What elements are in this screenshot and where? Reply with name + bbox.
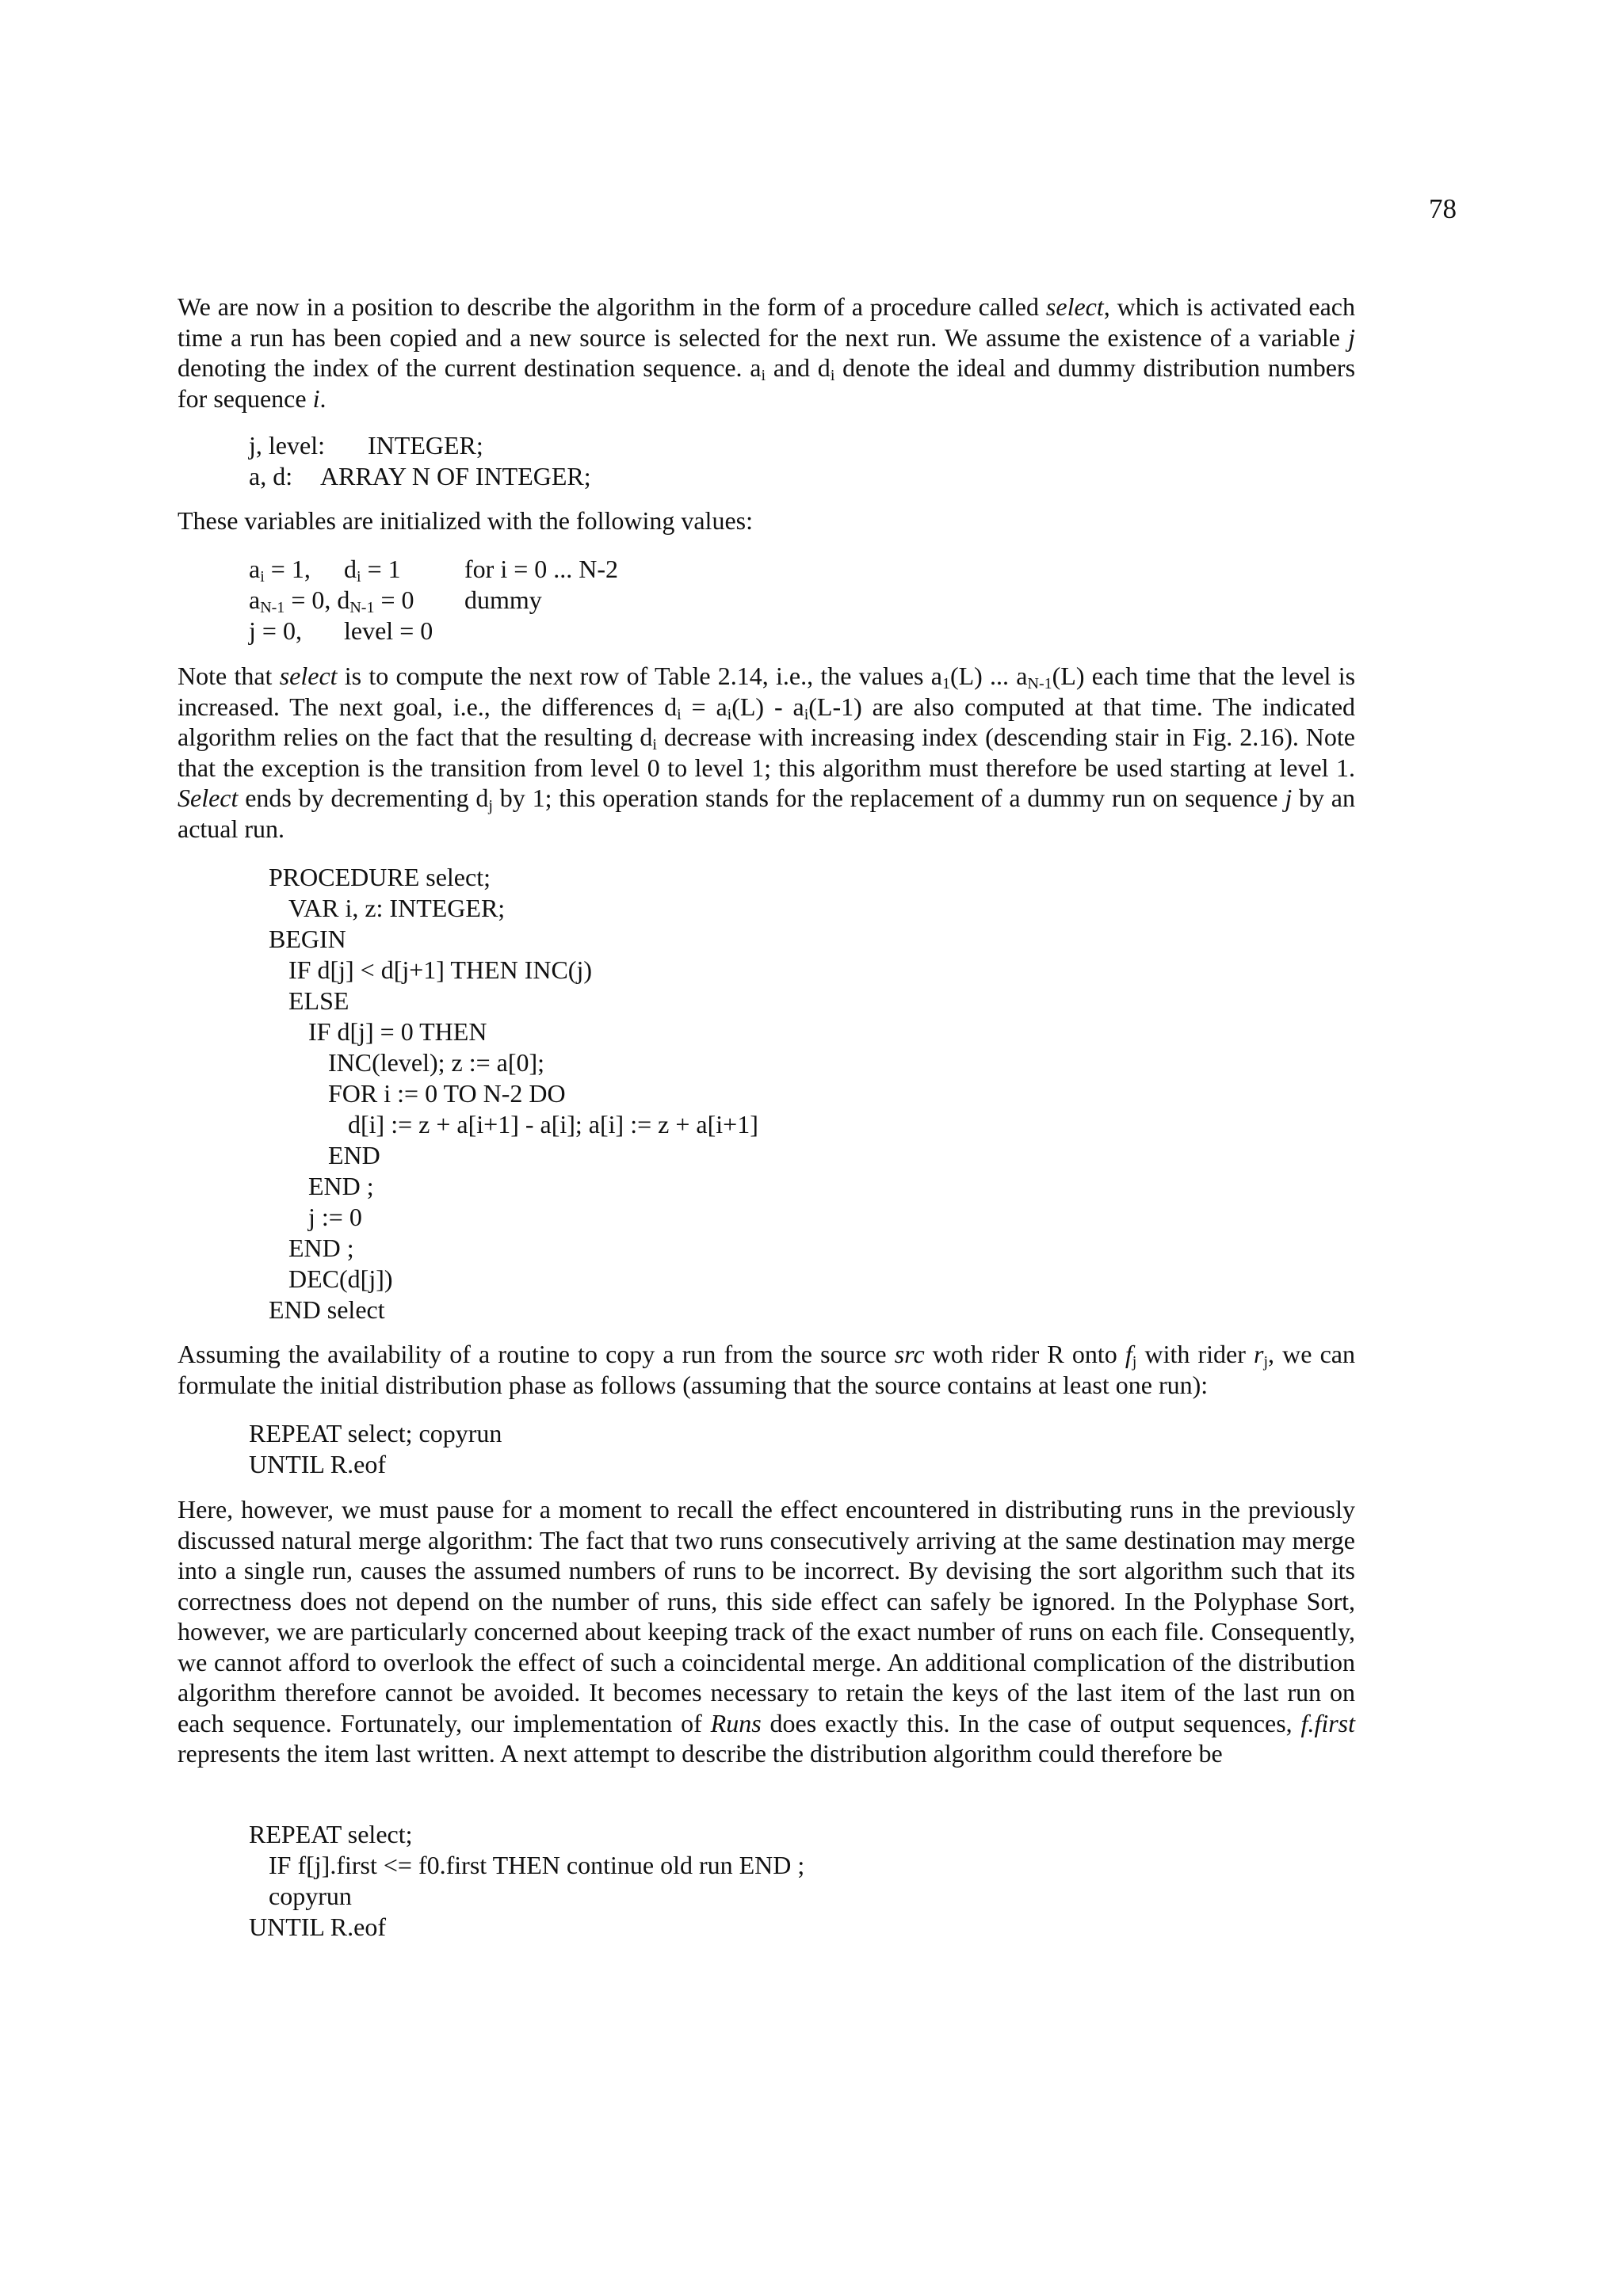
paragraph-merge-effect: Here, however, we must pause for a moment to recall the effect encountered in distributing runs in the previously discussed natural merge algorithm: The fact that two runs consecutively arriving at the same destination may merge into a single run, causes the assumed numbers of runs to be incorrect. By devising the sort algorithm such that its correctness does not depend on the number of runs, this side effect can safely be ignored. In the Polyphase Sort, however, we are particularly concerned about keeping track of the exact number of runs on each file. Consequently, we cannot afford to overlook the effect of such a coincidental merge. An additional complication of the distribution algorithm therefore cannot be avoided. It becomes necessary to retain the keys of the last item of the last run on each sequence. Fortunately, our implementation of Runs does exactly this. In the case of output sequences, f.first represents the item last written. A next attempt to describe the distribution algorithm could therefore be: [178, 1495, 1356, 1768]
paragraph-init-intro: These variables are initialized with the following values:: [178, 506, 753, 535]
paragraph-intro: We are now in a position to describe the algorithm in the form of a procedure called select, which is activated each time a run has been copied and a new source is selected for the next run. We assume the existence of a variable j denoting the index of the current destination sequence. $a_i$ and $d_i$ denote the ideal and dummy distribution numbers for sequence i.: [178, 292, 1356, 413]
paragraph-assumption: Assuming the availability of a routine to copy a run from the source src woth rider R onto $f_j$ with rider $r_j$, we can formulate the initial distribution phase as follows (assuming that the source contains at least one run):: [178, 1340, 1356, 1399]
page-number: 78: [1429, 193, 1457, 224]
paragraph-note: Note that select is to compute the next row of Table 2.14, i.e., the values $a_1(L)$ ... $a_{N-1}(L)$ each time that the level is increased. The next goal, i.e., the differences $d_i = a_i(L) - a_i(L-1)$ are also computed at that time. The indicated algorithm relies on the fact that the resulting $d_i$ decrease with increasing index (descending stair in Fig. 2.16). Note that the exception is the transition from level 0 to level 1; this algorithm must therefore be used starting at level 1. Select ends by decrementing $d_j$ by 1; this operation stands for the replacement of a dummy run on sequence j by an actual run.: [178, 662, 1356, 843]
